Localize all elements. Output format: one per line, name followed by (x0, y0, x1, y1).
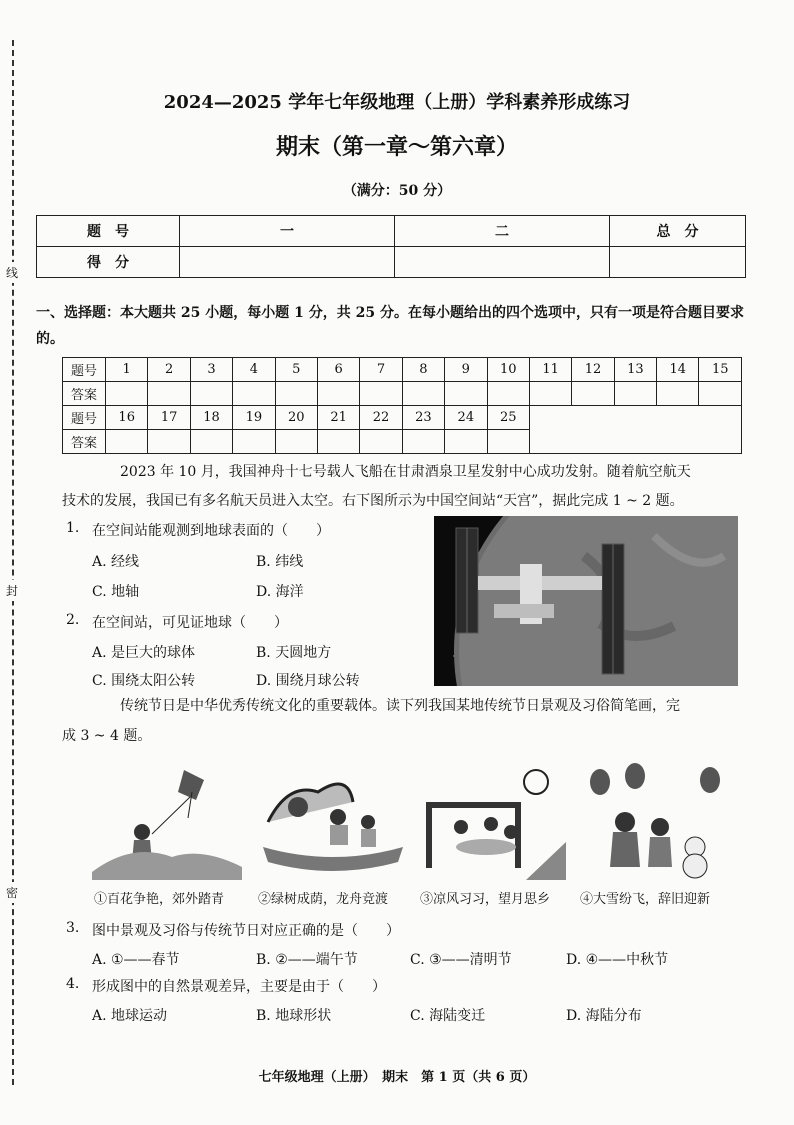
score-header-part2: 二 (395, 216, 610, 247)
kite-spring-illustration (92, 762, 242, 880)
question-3-text: 图中景观及习俗与传统节日对应正确的是（ ） (92, 923, 400, 939)
answer-table (62, 357, 742, 454)
q3-option-a[interactable]: A. ①——春节 (92, 952, 180, 968)
binding-label-line: 线 (6, 262, 18, 283)
q1-option-c[interactable]: C. 地轴 (92, 584, 140, 600)
q1-option-b[interactable]: B. 纬线 (256, 554, 304, 570)
answer-label-ans: 答案 (63, 382, 106, 406)
q1-option-d[interactable]: D. 海洋 (256, 584, 304, 600)
answer-cell[interactable] (106, 382, 148, 406)
answer-no: 9 (445, 358, 487, 382)
score-row-label: 得 分 (37, 247, 180, 278)
binding-label-secret: 密 (6, 882, 18, 903)
answer-no: 23 (402, 406, 444, 430)
q3-option-d[interactable]: D. ④——中秋节 (566, 952, 669, 968)
answer-cell[interactable] (657, 382, 699, 406)
answer-no: 14 (657, 358, 699, 382)
answer-no: 7 (360, 358, 402, 382)
answer-cell[interactable] (487, 430, 529, 454)
answer-no: 22 (360, 406, 402, 430)
answer-cell[interactable] (317, 430, 359, 454)
q4-option-a[interactable]: A. 地球运动 (92, 1008, 168, 1024)
question-3-number: 3. (66, 920, 80, 936)
answer-no: 15 (699, 358, 742, 382)
answer-no: 17 (148, 406, 190, 430)
answer-no: 10 (487, 358, 529, 382)
question-4-text: 形成图中的自然景观差异，主要是由于（ ） (92, 979, 386, 995)
answer-cell[interactable] (148, 430, 190, 454)
caption-3: ③凉风习习，望月思乡 (420, 892, 551, 907)
answer-cell[interactable] (402, 430, 444, 454)
answer-no: 11 (529, 358, 571, 382)
answer-cell[interactable] (529, 382, 571, 406)
answer-cell[interactable] (190, 430, 232, 454)
answer-no: 25 (487, 406, 529, 430)
score-header-total: 总 分 (610, 216, 746, 247)
caption-1: ①百花争艳，郊外踏青 (94, 892, 225, 907)
score-cell-part1[interactable] (180, 247, 395, 278)
question-1-text: 在空间站能观测到地球表面的（ ） (92, 523, 330, 539)
answer-no: 8 (402, 358, 444, 382)
answer-no: 19 (233, 406, 275, 430)
q4-option-c[interactable]: C. 海陆变迁 (410, 1008, 486, 1024)
answer-cell[interactable] (487, 382, 529, 406)
q2-option-d[interactable]: D. 围绕月球公转 (256, 673, 360, 689)
question-1-number: 1. (66, 520, 80, 536)
question-4-number: 4. (66, 976, 80, 992)
binding-label-seal: 封 (6, 580, 18, 601)
answer-cell[interactable] (360, 382, 402, 406)
passage2-line2: 成 3 ~ 4 题。 (62, 728, 152, 744)
answer-cell[interactable] (360, 430, 402, 454)
answer-cell[interactable] (402, 382, 444, 406)
q2-option-c[interactable]: C. 围绕太阳公转 (92, 673, 196, 689)
space-station-photo (434, 516, 738, 686)
page-footer: 七年级地理（上册） 期末 第 1 页（共 6 页） (258, 1070, 536, 1085)
q1-option-a[interactable]: A. 经线 (92, 554, 140, 570)
answer-no: 18 (190, 406, 232, 430)
answer-blank-area (529, 406, 741, 454)
q2-option-a[interactable]: A. 是巨大的球体 (92, 645, 196, 661)
question-2-text: 在空间站，可见证地球（ ） (92, 615, 288, 631)
q3-option-c[interactable]: C. ③——清明节 (410, 952, 512, 968)
passage1-line2: 技术的发展，我国已有多名航天员进入太空。右下图所示为中国空间站“天宫”，据此完成 1 ~ 2 题。 (62, 493, 684, 509)
answer-cell[interactable] (445, 430, 487, 454)
passage1-line1: 2023 年 10 月，我国神舟十七号载人飞船在甘肃酒泉卫星发射中心成功发射。随着航空航天 (120, 464, 691, 480)
answer-no: 1 (106, 358, 148, 382)
answer-cell[interactable] (572, 382, 614, 406)
answer-no: 5 (275, 358, 317, 382)
caption-4: ④大雪纷飞，辞旧迎新 (580, 892, 711, 907)
answer-cell[interactable] (445, 382, 487, 406)
dragon-boat-illustration (258, 762, 408, 880)
question-2-number: 2. (66, 612, 80, 628)
answer-cell[interactable] (148, 382, 190, 406)
answer-no: 24 (445, 406, 487, 430)
q4-option-b[interactable]: B. 地球形状 (256, 1008, 332, 1024)
answer-no: 4 (233, 358, 275, 382)
answer-no: 20 (275, 406, 317, 430)
exam-subtitle: 期末（第一章～第六章） (275, 134, 518, 160)
exam-title: 2024—2025 学年七年级地理（上册）学科素养形成练习 (163, 92, 631, 113)
answer-no: 3 (190, 358, 232, 382)
score-cell-part2[interactable] (395, 247, 610, 278)
answer-label-no: 题号 (63, 358, 106, 382)
q2-option-b[interactable]: B. 天圆地方 (256, 645, 332, 661)
caption-2: ②绿树成荫，龙舟竞渡 (258, 892, 389, 907)
answer-no: 6 (317, 358, 359, 382)
score-cell-total[interactable] (610, 247, 746, 278)
mid-autumn-illustration (416, 762, 566, 880)
answer-cell[interactable] (614, 382, 656, 406)
answer-label-ans: 答案 (63, 430, 106, 454)
passage2-line1: 传统节日是中华优秀传统文化的重要载体。读下列我国某地传统节日景观及习俗简笔画，完 (120, 698, 680, 714)
answer-cell[interactable] (233, 382, 275, 406)
score-header-label: 题 号 (37, 216, 180, 247)
answer-no: 12 (572, 358, 614, 382)
answer-cell[interactable] (190, 382, 232, 406)
answer-no: 16 (106, 406, 148, 430)
answer-cell[interactable] (106, 430, 148, 454)
score-header-part1: 一 (180, 216, 395, 247)
answer-no: 2 (148, 358, 190, 382)
section-one-heading: 一、选择题：本大题共 25 小题，每小题 1 分，共 25 分。在每小题给出的四个选项中，只有一项是符合题目要求的。 (36, 305, 744, 347)
answer-no: 13 (614, 358, 656, 382)
answer-cell[interactable] (317, 382, 359, 406)
q4-option-d[interactable]: D. 海陆分布 (566, 1008, 642, 1024)
full-score: （满分：50 分） (342, 183, 452, 199)
score-table (36, 215, 746, 278)
answer-cell[interactable] (233, 430, 275, 454)
q3-option-b[interactable]: B. ②——端午节 (256, 952, 358, 968)
answer-cell[interactable] (699, 382, 742, 406)
answer-cell[interactable] (275, 430, 317, 454)
answer-no: 21 (317, 406, 359, 430)
spring-festival-snow-illustration (580, 762, 730, 880)
answer-label-no: 题号 (63, 406, 106, 430)
answer-cell[interactable] (275, 382, 317, 406)
